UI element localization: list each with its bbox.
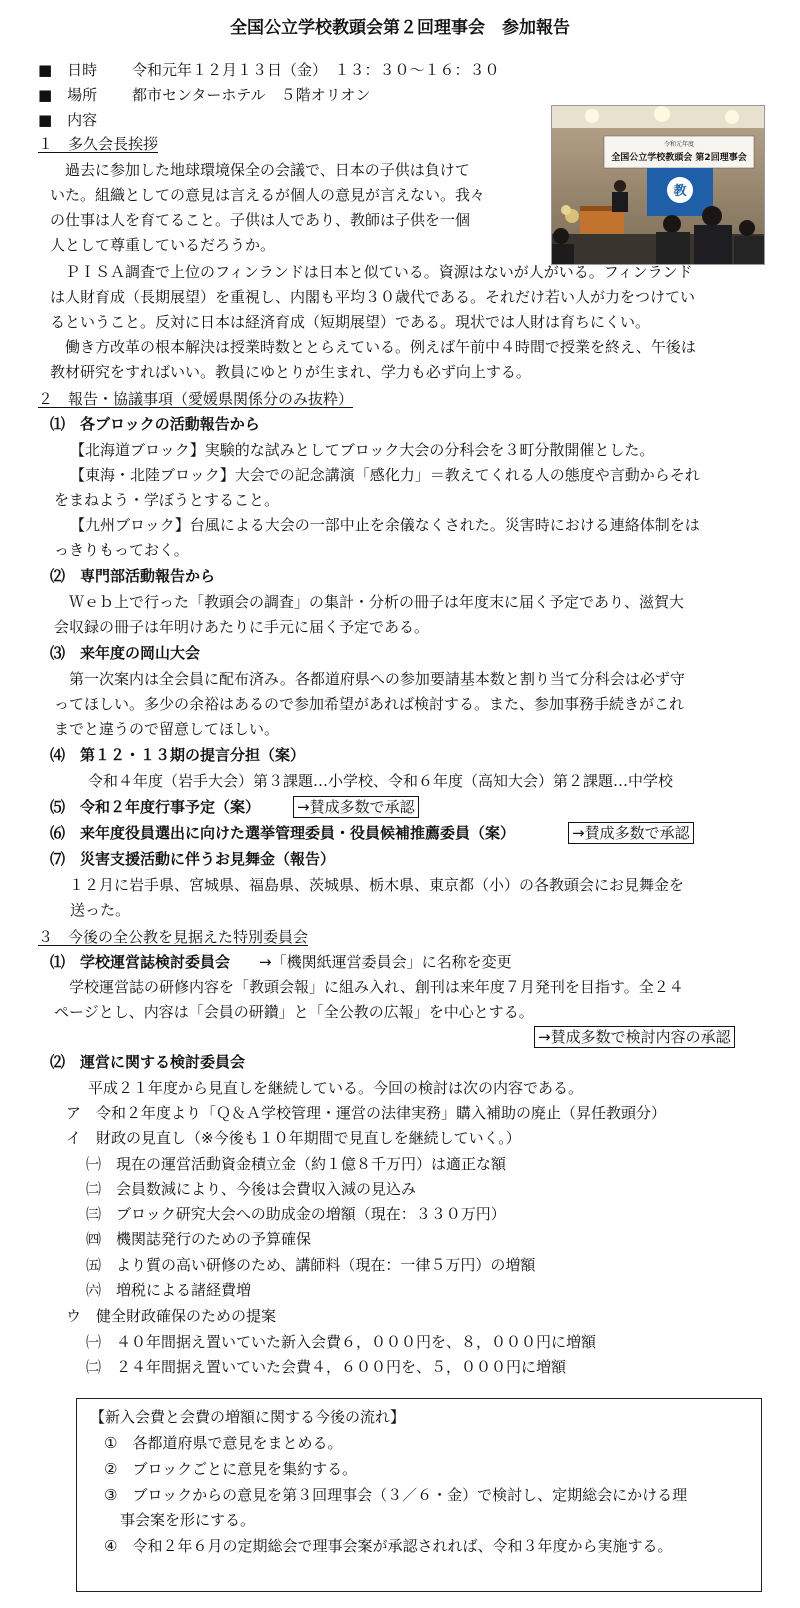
flow-step: ④ 令和２年６月の定期総会で理事会案が承認されれば、令和３年度から実施する。	[104, 1537, 673, 1555]
banner-main-text: 全国公立学校教頭会 第2回理事会	[611, 153, 747, 163]
s3-item-u-entry: ㈡ ２４年間据え置いていた会費４，６００円を、５，０００円に増額	[86, 1358, 567, 1376]
s2-item2-line: 会収録の冊子は年明けあたりに手元に届く予定である。	[54, 618, 430, 636]
s3-item-i-entry: ㈢ ブロック研究大会への助成金の増額（現在：３３０万円）	[86, 1205, 506, 1223]
s3-item2-intro: 平成２１年度から見直しを継続している。今回の検討は次の内容である。	[88, 1079, 584, 1097]
date-value: 令和元年１２月１３日（金） １３：３０〜１６：３０	[132, 61, 500, 79]
meeting-photo	[551, 105, 765, 265]
s3-item1-note: →「機関紙運営委員会」に名称を変更	[259, 953, 512, 971]
s2-item6-result: →賛成多数で承認	[568, 822, 694, 844]
section1-line: いた。組織としての意見は言えるが個人の意見が言えない。我々	[50, 186, 486, 204]
flow-step: ① 各都道府県で意見をまとめる。	[104, 1434, 343, 1452]
s3-item-a: ア 令和２年度より「Ｑ＆Ａ学校管理・運営の法律実務」購入補助の廃止（昇任教頭分）	[66, 1104, 667, 1122]
s3-item-i-entry: ㈣ 機関誌発行のための予算確保	[86, 1230, 312, 1248]
section2-heading: ２ 報告・協議事項（愛媛県関係分のみ抜粋）	[38, 390, 354, 408]
s3-item-i: イ 財政の見直し（※今後も１０年期間で見直しを継続していく。）	[66, 1129, 521, 1147]
s3-item1-heading: ⑴ 学校運営誌検討委員会	[50, 953, 231, 971]
s2-item7-line: １２月に岩手県、宮城県、福島県、茨城県、栃木県、東京都（小）の各教頭会にお見舞金を	[54, 876, 685, 894]
s2-item1-line: 【九州ブロック】台風による大会の一部中止を余儀なくされた。災害時における連絡体制をは	[70, 516, 700, 534]
s2-item3-line: までと違うので留意してほしい。	[54, 720, 280, 738]
flow-step: ③ ブロックからの意見を第３回理事会（３／６・金）で検討し、定期総会にかける理	[104, 1486, 688, 1504]
section1-line: ＰＩＳＡ調査で上位のフィンランドは日本と似ている。資源はないが人がいる。フィンランド	[50, 263, 693, 281]
section1-line: は人財育成（長期展望）を重視し、内閣も平均３０歳代である。それだけ若い人が力をつけてい	[50, 288, 696, 306]
s2-item3-line: 第一次案内は全会員に配布済み。各都道府県への参加要請基本数と割り当て分科会は必ず守	[54, 670, 685, 688]
s2-item1-line: 【北海道ブロック】実験的な試みとしてブロック大会の分科会を３町分散開催とした。	[70, 441, 655, 459]
s2-item1-line: 【東海・北陸ブロック】大会での記念講演「感化力」＝教えてくれる人の態度や言動からそれ	[70, 466, 700, 484]
emblem-icon: 教	[673, 184, 687, 199]
s2-item3-line: ってほしい。多少の余裕はあるので参加希望があれば検討する。また、参加事務手続きがこれ	[54, 695, 685, 713]
s2-item1-heading: ⑴ 各ブロックの活動報告から	[50, 415, 260, 433]
s3-item-i-entry: ㈠ 現在の運営活動資金積立金（約１億８千万円）は適正な額	[86, 1155, 507, 1173]
section1-line: 人として尊重しているだろうか。	[50, 236, 276, 254]
section1-line: るということ。反対に日本は経済育成（短期展望）である。現状では人財は育ちにくい。	[50, 313, 651, 331]
place-value: 都市センターホテル ５階オリオン	[132, 86, 371, 104]
s2-item1-line: っきりもっておく。	[54, 541, 189, 559]
place-label: ■ 場所	[38, 86, 98, 104]
flow-step: 事会案を形にする。	[120, 1511, 256, 1529]
date-label: ■ 日時	[38, 61, 98, 79]
s3-item-i-entry: ㈤ より質の高い研修のため、講師料（現在：一律５万円）の増額	[86, 1256, 536, 1274]
s3-item1-line: ページとし、内容は「会員の研鑽」と「全公教の広報」を中心とする。	[54, 1003, 534, 1021]
s2-item7-line: 送った。	[70, 901, 131, 919]
section1-line: 過去に参加した地球環境保全の会議で、日本の子供は負けて	[50, 161, 470, 179]
content-label: ■ 内容	[38, 111, 98, 129]
banner-small-text: 令和元年度	[663, 141, 695, 148]
s2-item3-heading: ⑶ 来年度の岡山大会	[50, 644, 201, 662]
section3-heading: ３ 今後の全公教を見据えた特別委員会	[38, 928, 309, 946]
s2-item4-heading: ⑷ 第１２・１３期の提言分担（案）	[50, 746, 306, 764]
s3-item2-heading: ⑵ 運営に関する検討委員会	[50, 1053, 246, 1071]
meeting-photo-illustration	[552, 106, 765, 265]
s3-item-i-entry: ㈡ 会員数減により、今後は会費収入減の見込み	[86, 1180, 417, 1198]
s2-item5-result: →賛成多数で承認	[293, 796, 419, 818]
s2-item1-line: をまねよう・学ぼうとすること。	[54, 491, 280, 509]
s2-item4-line: 令和４年度（岩手大会）第３課題…小学校、令和６年度（高知大会）第２課題…中学校	[88, 772, 674, 790]
section1-line: の仕事は人を育てること。子供は人であり、教師は子供を一個	[50, 211, 471, 229]
s3-item1-line: 学校運営誌の研修内容を「教頭会報」に組み入れ、創刊は来年度７月発刊を目指す。全２４	[54, 978, 684, 996]
flow-heading: 【新入会費と会費の増額に関する今後の流れ】	[90, 1408, 406, 1426]
s2-item2-heading: ⑵ 専門部活動報告から	[50, 567, 216, 585]
s2-item7-heading: ⑺ 災害支援活動に伴うお見舞金（報告）	[50, 850, 336, 868]
s2-item5-heading: ⑸ 令和２年度行事予定（案）	[50, 798, 261, 816]
s2-item6-heading: ⑹ 来年度役員選出に向けた選挙管理委員・役員候補推薦委員（案）	[50, 824, 516, 842]
s2-item2-line: Ｗｅｂ上で行った「教頭会の調査」の集計・分析の冊子は年度末に届く予定であり、滋賀大	[54, 593, 685, 611]
flow-step: ② ブロックごとに意見を集約する。	[104, 1460, 358, 1478]
s3-item-i-entry: ㈥ 増税による諸経費増	[86, 1281, 252, 1299]
section1-line: 働き方改革の根本解決は授業時数ととらえている。例えば午前中４時間で授業を終え、午後は	[50, 338, 696, 356]
section1-heading: １ 多久会長挨拶	[38, 135, 159, 153]
page-title: 全国公立学校教頭会第２回理事会 参加報告	[230, 18, 570, 38]
s3-item1-result: →賛成多数で検討内容の承認	[534, 1026, 735, 1048]
s3-item-u: ウ 健全財政確保のための提案	[66, 1307, 277, 1325]
s3-item-u-entry: ㈠ ４０年間据え置いていた新入会費６，０００円を、８，０００円に増額	[86, 1333, 597, 1351]
section1-line: 教材研究をすればいい。教員にゆとりが生まれ、学力も必ず向上する。	[50, 363, 531, 381]
